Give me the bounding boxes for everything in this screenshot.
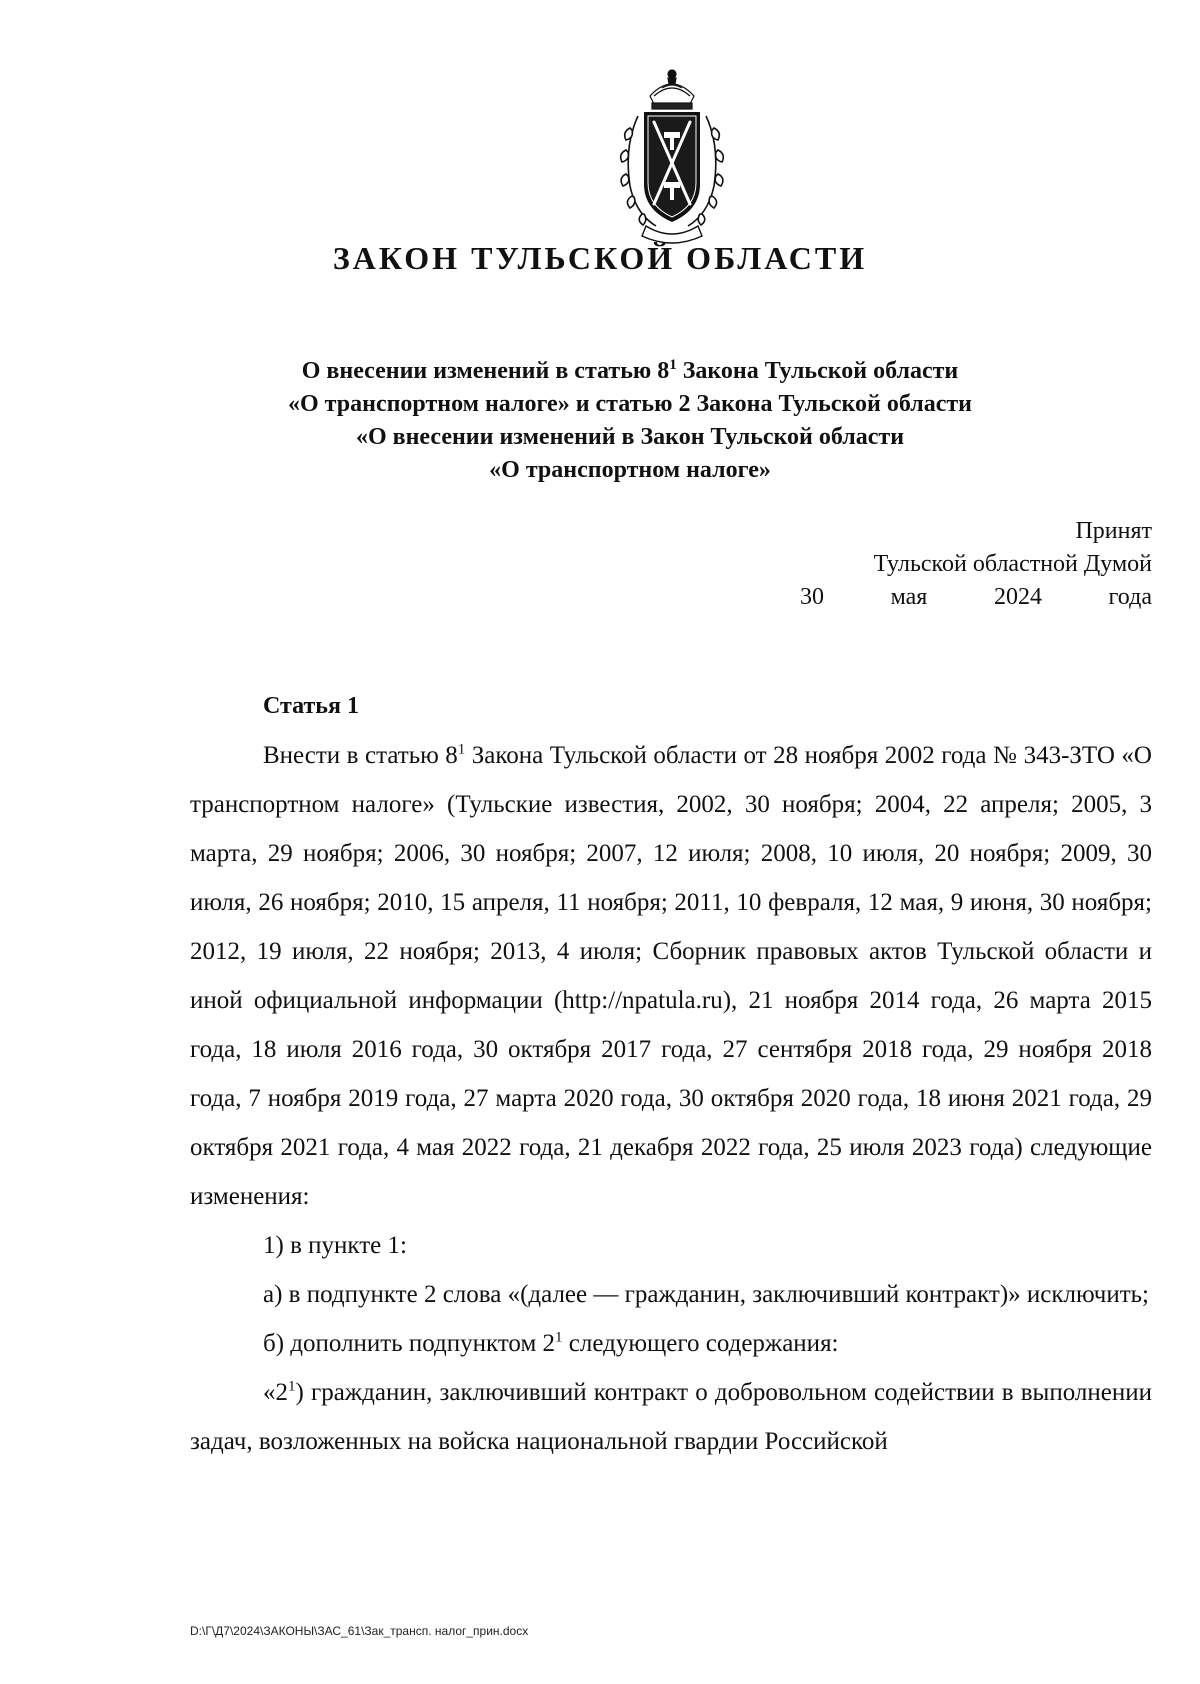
- adopted-by: Тульской областной Думой: [873, 551, 1152, 577]
- adoption-day: 30: [800, 584, 824, 610]
- adoption-month: мая: [890, 584, 928, 610]
- adoption-year-word: года: [1108, 584, 1152, 610]
- subtitle-line-2: «О транспортном налоге» и статью 2 Закона Тульской области: [288, 391, 972, 417]
- law-subtitle: [180, 355, 1080, 487]
- article-body: [190, 731, 1152, 1466]
- file-path-footer: D:\Г\Д7\2024\ЗАКОНЫ\ЗАС_61\Зак_трансп. налог_прин.docx: [190, 1624, 529, 1638]
- paragraph: 1) в пункте 1:: [263, 1232, 407, 1259]
- paragraph: б) дополнить подпунктом $2^1$ следующего содержания:: [263, 1329, 839, 1357]
- paragraph: «$2^1$) гражданин, заключивший контракт о добровольном содействии в выполнении задач, возложенных на войска национальной гвардии Российской: [190, 1378, 1152, 1455]
- subtitle-line-4: «О транспортном налоге»: [489, 457, 771, 483]
- adoption-date: [800, 581, 1152, 614]
- adopted-label: Принят: [1075, 518, 1152, 544]
- paragraph: а) в подпункте 2 слова «(далее — гражданин, заключивший контракт)» исключить;: [263, 1281, 1149, 1308]
- adoption-block: [800, 515, 1152, 614]
- subtitle-line-3: «О внесении изменений в Закон Тульской области: [355, 424, 905, 450]
- paragraph: Внести в статью $8^1$ Закона Тульской области от 28 ноября 2002 года № 343-ЗТО «О транспортном налоге» (Тульские известия, 2002, 30 ноября; 2004, 22 апреля; 2005, 3 марта, 29 ноября; 2006, 30 ноября; 2007, 12 июля; 2008, 10 июля, 20 ноября; 2009, 30 июля, 26 ноября; 2010, 15 апреля, 11 ноября; 2011, 10 февраля, 12 мая, 9 июня, 30 ноября; 2012, 19 июля, 22 ноября; 2013, 4 июля; Сборник правовых актов Тульской области и иной официальной информации (http://npatula.ru), 21 ноября 2014 года, 26 марта 2015 года, 18 июля 2016 года, 30 октября 2017 года, 27 сентября 2018 года, 29 ноября 2018 года, 7 ноября 2019 года, 27 марта 2020 года, 30 октября 2020 года, 18 июня 2021 года, 29 октября 2021 года, 4 мая 2022 года, 21 декабря 2022 года, 25 июля 2023 года) следующие изменения:: [190, 741, 1152, 1210]
- adoption-year: 2024: [993, 584, 1042, 610]
- article-heading: Статья 1: [263, 693, 359, 719]
- coat-of-arms-icon: [616, 66, 728, 246]
- document-title: ЗАКОН ТУЛЬСКОЙ ОБЛАСТИ: [332, 240, 868, 276]
- subtitle-line-1: О внесении изменений в статью $8^1$ Закона Тульской области: [301, 357, 959, 384]
